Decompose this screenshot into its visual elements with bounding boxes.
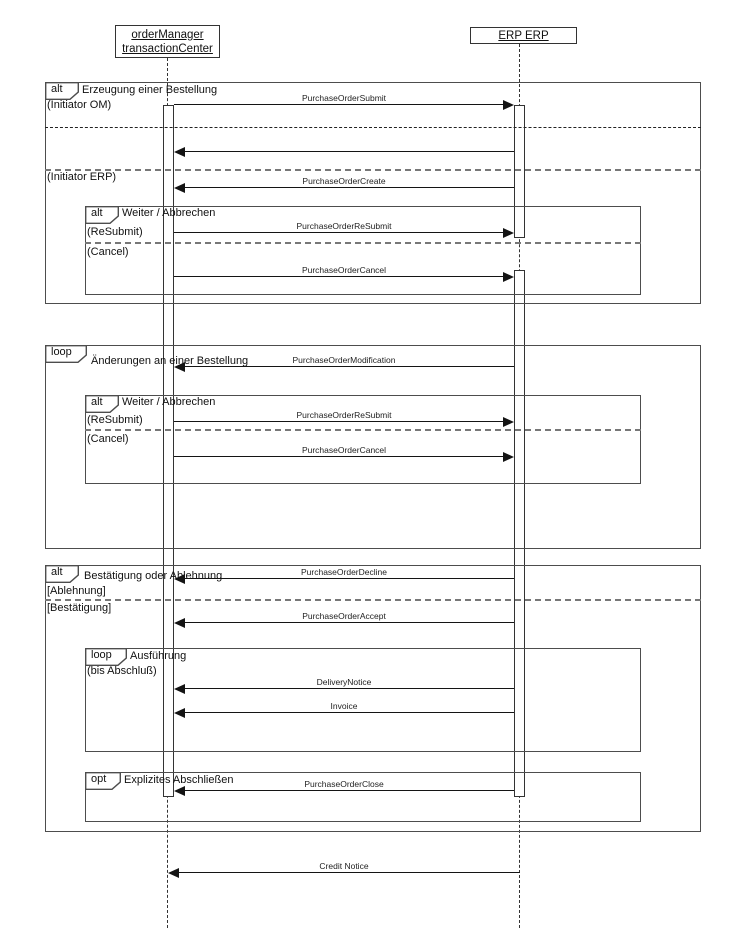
fragment-operator-label: opt [91, 773, 107, 785]
arrowhead-right-icon [503, 452, 514, 462]
arrowhead-right-icon [503, 272, 514, 282]
lifeline-name: orderManager [131, 28, 204, 41]
message-purchase-order-resubmit-1 [174, 221, 514, 234]
message-label: PurchaseOrderReSubmit [296, 410, 392, 420]
message-line [184, 688, 514, 689]
arrowhead-right-icon [503, 228, 514, 238]
arrowhead-right-icon [503, 100, 514, 110]
guard-label-resubmit: (ReSubmit) [87, 226, 143, 238]
message-label: PurchaseOrderSubmit [301, 93, 387, 103]
message-label: Invoice [330, 701, 358, 711]
message-label: PurchaseOrderReSubmit [296, 221, 392, 231]
message-label: PurchaseOrderCancel [301, 265, 387, 275]
message-credit-notice [168, 861, 520, 874]
lifeline-header-erp [470, 27, 577, 44]
guard-label-initiator-erp: (Initiator ERP) [47, 171, 117, 183]
fragment-tab-loop-execution [85, 648, 127, 666]
message-submit-return [174, 151, 514, 153]
arrowhead-left-icon [174, 147, 185, 157]
message-line [174, 276, 504, 277]
message-purchase-order-modification [174, 355, 514, 368]
alt-operand-separator [85, 429, 641, 431]
message-label: PurchaseOrderCreate [302, 176, 386, 186]
message-label: PurchaseOrderAccept [302, 611, 386, 621]
fragment-title: Änderungen an einer Bestellung [91, 355, 249, 367]
fragment-operator-label: alt [91, 396, 103, 408]
arrowhead-left-icon [174, 183, 185, 193]
fragment-tab-opt-close [85, 772, 121, 790]
lifeline-class: transactionCenter [122, 42, 213, 55]
arrowhead-left-icon [174, 574, 185, 584]
lifeline-header-ordermanager [115, 25, 220, 58]
lifeline-name: ERP ERP [498, 29, 549, 42]
guard-label-initiator-om: (Initiator OM) [47, 99, 112, 111]
fragment-operator-label: alt [51, 83, 63, 95]
fragment-tab-loop-modification [45, 345, 87, 363]
alt-operand-separator [85, 242, 641, 244]
message-line [174, 232, 504, 233]
fragment-title: Bestätigung oder Ablehnung [84, 570, 223, 582]
fragment-title: Weiter / Abbrechen [122, 207, 216, 219]
fragment-tab-alt-creation-inner [85, 206, 119, 224]
message-line [184, 712, 514, 713]
message-purchase-order-resubmit-2 [174, 410, 514, 423]
alt-operand-separator [45, 127, 701, 128]
fragment-title: Ausführung [130, 650, 187, 662]
message-line [174, 421, 504, 422]
guard-label-cancel: (Cancel) [87, 433, 129, 445]
message-label: PurchaseOrderDecline [301, 567, 387, 577]
message-line [174, 456, 504, 457]
guard-label-cancel: (Cancel) [87, 246, 129, 258]
fragment-operator-label: alt [51, 566, 63, 578]
arrowhead-left-icon [174, 786, 185, 796]
fragment-tab-alt-confirmation [45, 565, 79, 583]
message-invoice [174, 701, 514, 714]
alt-operand-separator [45, 599, 701, 601]
guard-label-resubmit: (ReSubmit) [87, 414, 143, 426]
message-purchase-order-decline [174, 567, 514, 580]
message-line [184, 622, 514, 623]
guard-label-bis-abschluss: (bis Abschluß) [87, 665, 157, 677]
message-purchase-order-close [174, 779, 514, 792]
message-purchase-order-cancel-2 [174, 445, 514, 458]
message-line [174, 104, 504, 105]
message-line [184, 790, 514, 791]
message-line [184, 366, 514, 367]
message-label: Credit Notice [319, 861, 369, 871]
fragment-operator-label: loop [51, 346, 72, 358]
guard-label-ablehnung: [Ablehnung] [47, 585, 106, 597]
message-line [184, 187, 514, 188]
arrowhead-left-icon [174, 708, 185, 718]
arrowhead-right-icon [503, 417, 514, 427]
fragment-tab-alt-creation [45, 82, 79, 100]
message-label: PurchaseOrderCancel [301, 445, 387, 455]
fragment-tab-alt-modification-inner [85, 395, 119, 413]
arrowhead-left-icon [174, 362, 185, 372]
message-label: DeliveryNotice [316, 677, 372, 687]
fragment-title: Weiter / Abbrechen [122, 396, 216, 408]
message-line [184, 151, 514, 152]
message-purchase-order-submit [174, 93, 514, 106]
message-label: PurchaseOrderClose [304, 779, 384, 789]
message-line [184, 578, 514, 579]
message-purchase-order-accept [174, 611, 514, 624]
message-label: PurchaseOrderModification [292, 355, 396, 365]
arrowhead-left-icon [174, 618, 185, 628]
fragment-title: Erzeugung einer Bestellung [82, 84, 218, 96]
fragment-title: Explizites Abschließen [124, 774, 234, 786]
fragment-operator-label: alt [91, 207, 103, 219]
message-purchase-order-cancel-1 [174, 265, 514, 278]
message-line [178, 872, 520, 873]
message-delivery-notice [174, 677, 514, 690]
fragment-alt-creation-inner [85, 206, 641, 295]
fragment-loop-execution [85, 648, 641, 752]
guard-label-bestaetigung: [Bestätigung] [47, 602, 112, 614]
fragment-operator-label: loop [91, 649, 112, 661]
fragment-alt-modification-inner [85, 395, 641, 484]
arrowhead-left-icon [168, 868, 179, 878]
message-purchase-order-create [174, 176, 514, 189]
alt-operand-separator [45, 169, 701, 171]
arrowhead-left-icon [174, 684, 185, 694]
